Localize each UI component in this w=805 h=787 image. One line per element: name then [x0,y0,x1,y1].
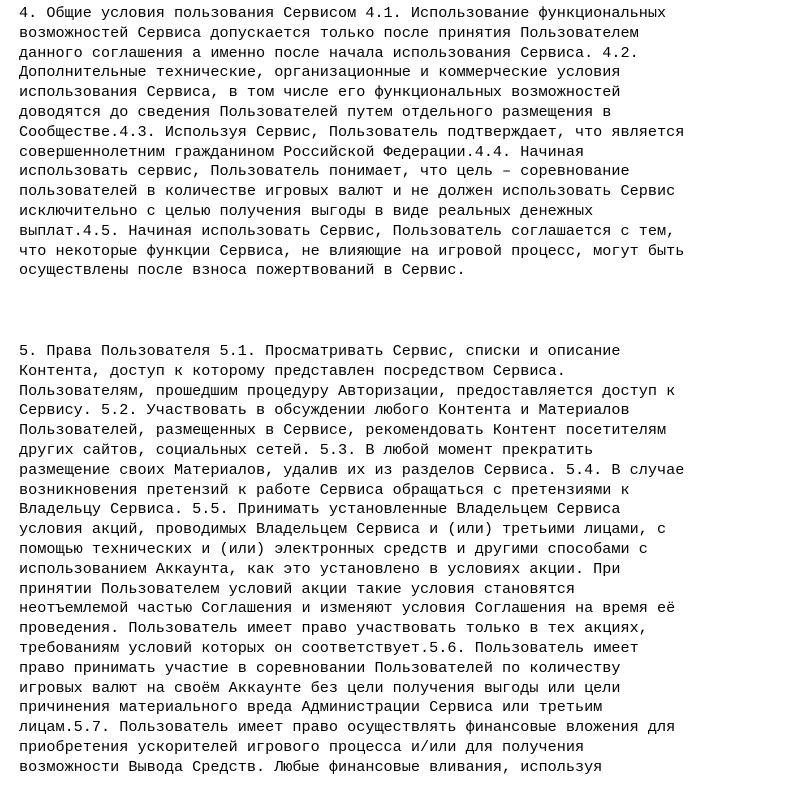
text-line: пользователей в количестве игровых валют и не должен использовать Сервис [19,182,676,201]
text-line: игровых валют на своём Аккаунте без цели получения выгоды или цели [19,678,621,697]
text-line: других сайтов, социальных сетей. 5.3. В любой момент прекратить [19,441,594,459]
text-line: доводятся до сведения Пользователей путем отдельного размещения в [19,103,612,121]
text-line: право принимать участие в соревновании Пользователей по количеству [19,658,621,677]
text-line: возможности Вывода Средств. Любые финансовые вливания, используя [19,757,603,776]
text-line: помощью технических и (или) электронных средств и другими способами с [19,540,648,558]
text-line: причинения материального вреда Администрации Сервиса или третьим [19,698,603,717]
text-line: 4. Общие условия пользования Сервисом 4.1. Использование функциональных [19,4,667,22]
text-line: принятии Пользователем условий акции такие условия становятся [19,579,575,598]
text-line: неотъемлемой частью Соглашения и изменяют условия Соглашения на время её [19,599,676,618]
text-line: выплат.4.5. Начиная использовать Сервис, Пользователь соглашается с тем, [19,221,676,240]
text-line: Контента, доступ к которому представлен посредством Сервиса. [19,361,566,380]
text-line: размещение своих Материалов, удалив их из разделов Сервиса. 5.4. В случае [19,460,685,479]
text-line: условия акций, проводимых Владельцем Сервиса и (или) третьими лицами, с [19,520,667,539]
text-line: использовать сервис, Пользователь понимает, что цель – соревнование [19,162,630,181]
text-line: Сервису. 5.2. Участвовать в обсуждении любого Контента и Материалов [19,401,630,420]
text-line: приобретения ускорителей игрового процесса и/или для получения [19,738,585,756]
text-line: 5. Права Пользователя 5.1. Просматривать Сервис, списки и описание [19,342,621,360]
text-line: Дополнительные технические, организационные и коммерческие условия [19,63,621,82]
text-line: исключительно с целью получения выгоды в виде реальных денежных [19,202,594,220]
text-line: Пользователям, прошедшим процедуру Авторизации, предоставляется доступ к [19,381,676,400]
text-line: использованием Аккаунта, как это установлено в условиях акции. При [19,559,621,578]
text-line: Пользователей, размещенных в Сервисе, рекомендовать Контент посетителям [19,421,667,440]
text-line: Владельцу Сервиса. 5.5. Принимать установленные Владельцем Сервиса [19,500,621,519]
text-line: проведения. Пользователь имеет право участвовать только в тех акциях, [19,619,648,638]
text-line: осуществлены после взноса пожертвований в Сервис. [19,261,466,280]
text-line: данного соглашения а именно после начала использования Сервиса. 4.2. [19,43,639,62]
text-line: лицам.5.7. Пользователь имеет право осуществлять финансовые вложения для [19,718,676,737]
text-line: возможностей Сервиса допускается только после принятия Пользователем [19,23,639,42]
text-line: совершеннолетним гражданином Российской Федерации.4.4. Начиная [19,142,585,161]
text-line: что некоторые функции Сервиса, не влияющие на игровой процесс, могут быть [19,241,685,260]
text-line: требованиям условий которых он соответствует.5.6. Пользователь имеет [19,639,639,657]
text-line: Сообществе.4.3. Используя Сервис, Пользователь подтверждает, что является [19,122,685,141]
text-line: возникновения претензий к работе Сервиса обращаться с претензиями к [19,480,630,499]
text-line: использования Сервиса, в том числе его функциональных возможностей [19,83,621,102]
